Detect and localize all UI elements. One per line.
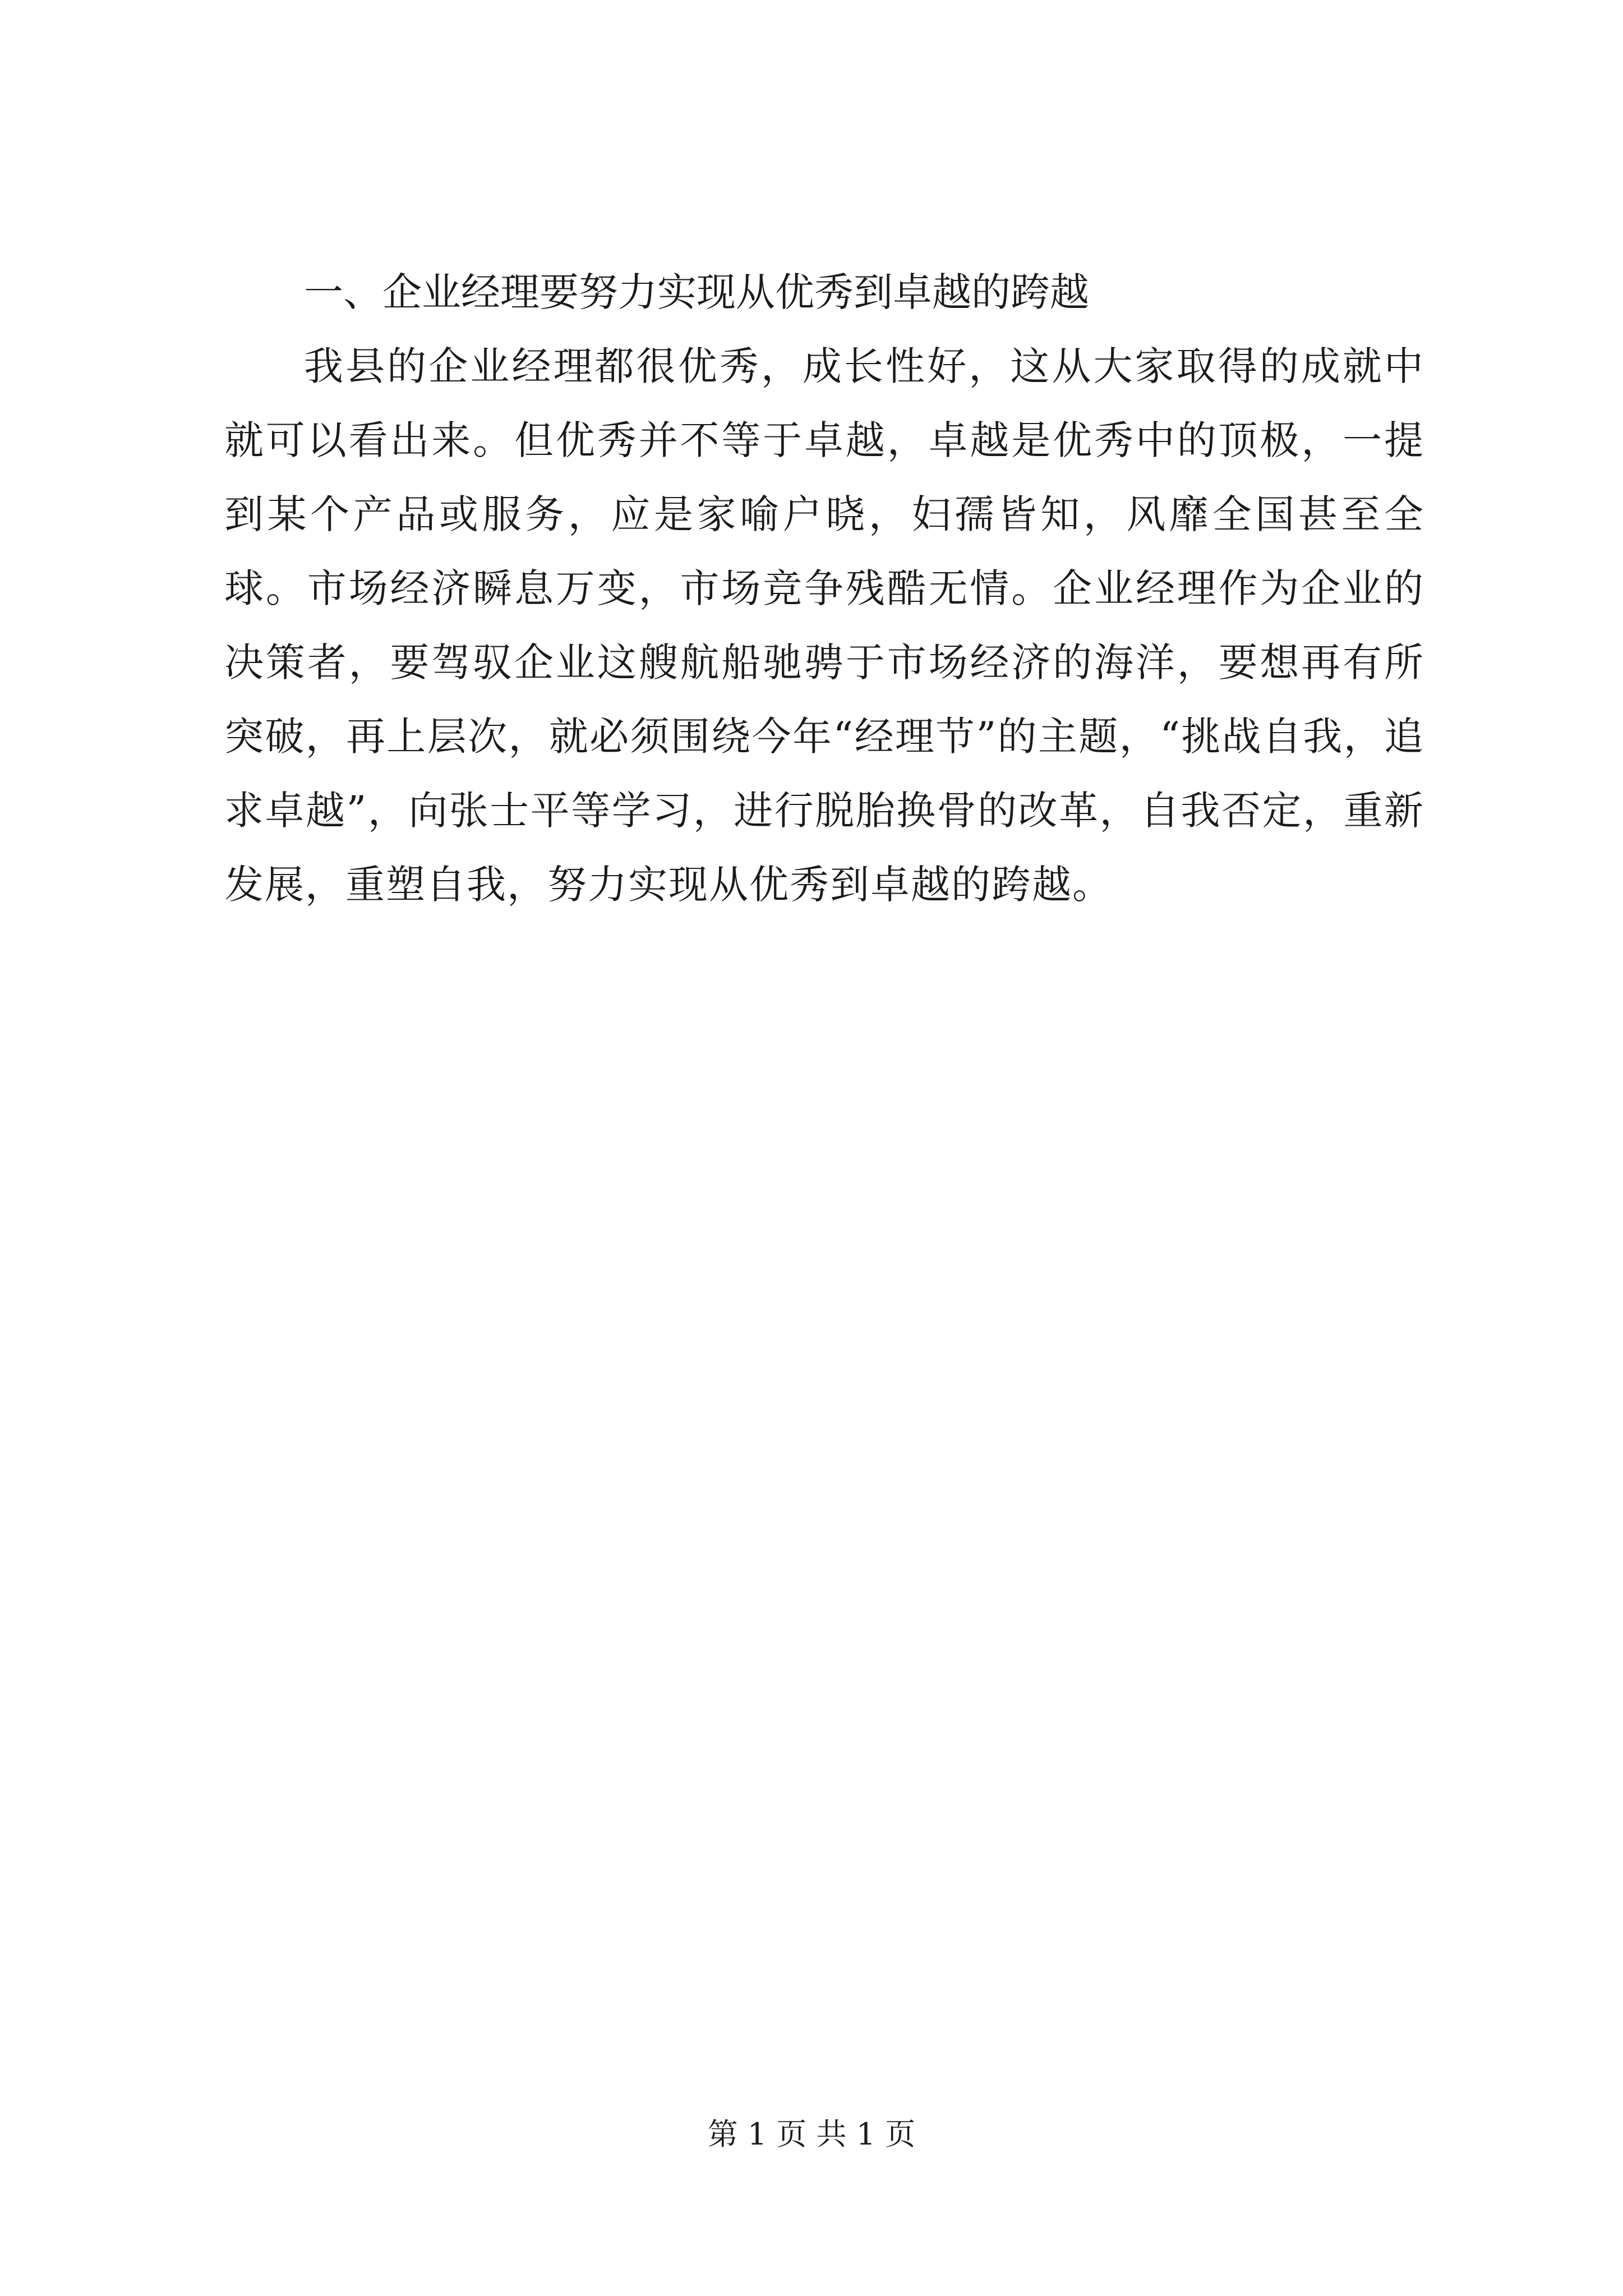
page-number-footer: 第 1 页 共 1 页	[707, 2116, 916, 2152]
document-body	[224, 255, 1424, 922]
body-paragraph: 我县的企业经理都很优秀，成长性好，这从大家取得的成就中就可以看出来。但优秀并不等于卓越，卓越是优秀中的顶极，一提到某个产品或服务，应是家喻户晓，妇孺皆知，风靡全国甚至全球。市场经济瞬息万变，市场竞争残酷无情。企业经理作为企业的决策者，要驾驭企业这艘航船驰骋于市场经济的海洋，要想再有所突破，再上层次，就必须围绕今年“经理节”的主题，“挑战自我，追求卓越”，向张士平等学习，进行脱胎换骨的改革，自我否定，重新发展，重塑自我，努力实现从优秀到卓越的跨越。	[224, 343, 1424, 908]
section-heading: 一、企业经理要努力实现从优秀到卓越的跨越	[304, 269, 1089, 315]
